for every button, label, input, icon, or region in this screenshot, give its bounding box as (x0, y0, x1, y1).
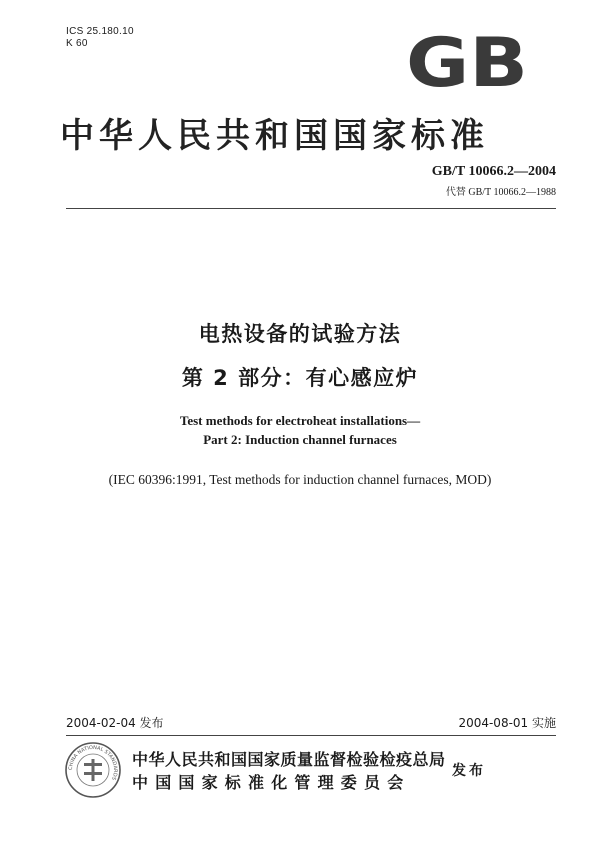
document-type-heading: 中华人民共和国国家标准 (60, 116, 489, 156)
title-english-line1: Test methods for electroheat installations— (179, 413, 421, 428)
seal-icon (64, 741, 122, 799)
header-divider (66, 208, 556, 209)
footer-divider (66, 735, 556, 736)
iec-reference: (IEC 60396:1991, Test methods for induction channel furnaces, MOD) (108, 472, 492, 487)
replaces-standard: 代替 GB/T 10066.2—1988 (445, 187, 556, 198)
implementation-date: 2004-08-01 实施 (458, 716, 556, 730)
standard-number: GB/T 10066.2—2004 (431, 164, 556, 179)
gb-logo (405, 30, 530, 92)
classification-codes (66, 26, 134, 50)
title-chinese-line1: 电热设备的试验方法 (198, 322, 402, 346)
ccs-code: K 60 (66, 38, 88, 49)
issuer-sac: 中国国家标准化管理委员会 (132, 773, 411, 792)
title-chinese-line2: 第 2 部分：有心感应炉 (181, 366, 419, 390)
issuer-aqsiq: 中华人民共和国国家质量监督检验检疫总局 (132, 750, 446, 769)
gb-logo-text: GB (406, 30, 528, 92)
seal-text: CHINA NATIONAL STANDARDS (67, 744, 119, 781)
title-english-line2: Part 2: Induction channel furnaces (203, 432, 397, 447)
publish-date: 2004-02-04 发布 (66, 716, 164, 730)
issued-label: 发布 (452, 763, 486, 779)
ics-code: ICS 25.180.10 (66, 26, 134, 37)
